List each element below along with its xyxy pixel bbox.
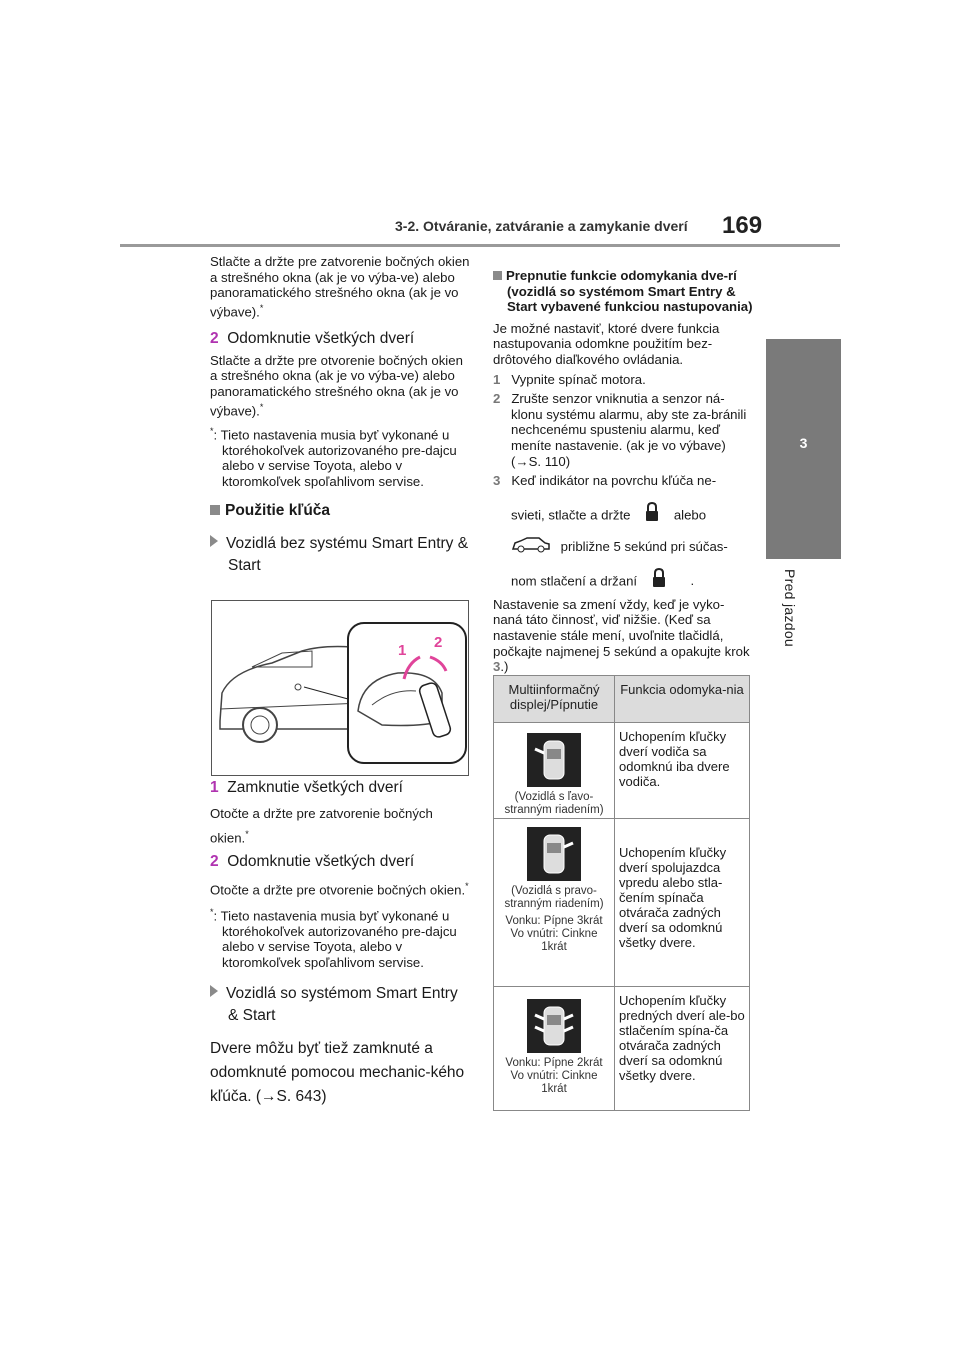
key-figure: [211, 600, 469, 776]
para-close-windows: Stlačte a držte pre zatvorenie bočných okien a strešného okna (ak je vo výba-ve) alebo panoramatického strešného okna (ak je vo výbave).*: [210, 254, 470, 320]
item-unlock-all: 2 Odomknutie všetkých dverí: [210, 329, 415, 347]
footnote-2: *: Tieto nastavenia musia byť vykonané u ktoréhokoľvek autorizovaného pre-dajcu alebo v servise Toyota, alebo v ktoromkoľvek spoľahlivom servise.: [210, 906, 457, 970]
lock-icon: [634, 501, 670, 531]
item-unlock-all-2: 2 Odomknutie všetkých dverí: [210, 853, 415, 871]
right-section-title: Prepnutie funkcie odomykania dve-rí (vozidlá so systémom Smart Entry & Start vybavené funkciou nastupovania): [493, 268, 753, 315]
car-door-rhd-icon: [527, 827, 581, 881]
caption-lhd: (Vozidlá s ľavo-stranným riadením): [504, 791, 604, 816]
beep-outside-2: Vonku: Pípne 2krát: [505, 1057, 603, 1069]
beep-outside-3: Vonku: Pípne 3krát: [505, 915, 603, 927]
chapter-tab-number: 3: [799, 435, 808, 451]
right-column: [493, 268, 753, 675]
table-header-function: Funkcia odomyka-nia: [615, 676, 750, 723]
page-number: 169: [722, 212, 763, 239]
chime-inside-1b: Vo vnútri: Cinkne 1krát: [510, 1070, 598, 1095]
square-bullet-icon: [493, 271, 502, 280]
table-row-3-function: Uchopením kľučky predných dverí ale-bo stlačením spína-ča otvárača zadných dverí sa odomknú všetky dvere.: [615, 987, 750, 1111]
footnote-1: *: Tieto nastavenia musia byť vykonané u ktoréhokoľvek autorizovaného pre-dajcu alebo v servise Toyota, alebo v ktoromkoľvek spoľahlivom servise.: [210, 425, 457, 489]
table-row-2-function: Uchopením kľučky dverí spolujazdca vpredu alebo stla-čením spínača otvárača zadných dverí sa odomknú všetky dvere.: [615, 819, 750, 987]
fig-label-2: 2: [434, 634, 443, 651]
para-open-windows: Stlačte a držte pre otvorenie bočných okien a strešného okna (ak je vo výba-ve) alebo panoramatického strešného okna (ak je vo výbave).*: [210, 352, 463, 418]
table-row-1-function: Uchopením kľučky dverí vodiča sa odomknú iba dvere vodiča.: [615, 723, 750, 819]
car-all-doors-icon: [527, 999, 581, 1053]
para-turn-close: Otočte a držte pre zatvorenie bočných okien.*: [210, 806, 433, 846]
header-rule: [120, 244, 840, 247]
step-2: 2 Zrušte senzor vniknutia a senzor ná-klonu systému alarmu, aby ste za-bránili nechcenému spusteniu alarmu, keď meníte nastavenie. (ak je vo výbave) (→S. 110): [493, 391, 747, 469]
step-3: 3 Keď indikátor na povrchu kľúča ne-: [493, 473, 717, 489]
subsection-key-use: Použitie kľúča: [210, 501, 472, 521]
para-turn-open: Otočte a držte pre otvorenie bočných okien.*: [210, 881, 469, 898]
chime-inside-1: Vo vnútri: Cinkne 1krát: [510, 928, 598, 953]
square-bullet-icon: [210, 505, 220, 515]
left-column-lower: [210, 778, 472, 1109]
lock-icon: [641, 567, 677, 597]
chapter-tab: [766, 339, 841, 559]
table-row-3-display: [494, 987, 615, 1111]
section-title: 3-2. Otváranie, zatváranie a zamykanie dverí: [395, 218, 688, 234]
caption-rhd: (Vozidlá s pravo-stranným riadením): [504, 885, 604, 910]
car-icon: [511, 535, 557, 560]
unlock-function-table: [493, 675, 750, 1111]
car-door-lhd-icon: [527, 733, 581, 787]
step-1: 1 Vypnite spínač motora.: [493, 371, 646, 387]
triangle-bullet-icon: [210, 985, 218, 997]
para-mechanical-key: Dvere môžu byť tiež zamknuté a odomknuté pomocou mechanic-kého kľúča. (→S. 643): [210, 1039, 465, 1105]
table-row-2-display: [494, 819, 615, 987]
step-3-line-3: približne 5 sekúnd pri súčas-: [493, 535, 753, 557]
car-key-illustration: [212, 601, 468, 775]
right-intro: Je možné nastaviť, ktoré dvere funkcia nastupovania odomkne použitím bez-drôtového diaľkového ovládania.: [493, 320, 720, 367]
fig-label-1: 1: [398, 642, 407, 659]
subhead-smart-entry: Vozidlá so systémom Smart Entry & Start: [210, 983, 472, 1027]
subhead-no-smart-entry: Vozidlá bez systému Smart Entry & Start: [210, 533, 472, 577]
chapter-label: [780, 565, 806, 675]
triangle-bullet-icon: [210, 535, 218, 547]
right-after: Nastavenie sa zmení vždy, keď je vyko-naná táto činnosť, viď nižšie. (Keď sa nastavenie stále mení, uvoľnite tlačidlá, počkajte najmenej 5 sekúnd a opakujte krok 3.): [493, 596, 750, 675]
step-3-line-2: svieti, stlačte a držte alebo: [493, 501, 753, 525]
left-column: [210, 254, 472, 577]
step-3-line-4: nom stlačení a držaní .: [493, 567, 753, 591]
table-row-1-display: [494, 723, 615, 819]
table-header-display: Multiinformačný displej/Pípnutie: [494, 676, 615, 723]
chapter-label-text: Pred jazdou: [782, 569, 798, 648]
item-lock-all: 1 Zamknutie všetkých dverí: [210, 779, 403, 796]
